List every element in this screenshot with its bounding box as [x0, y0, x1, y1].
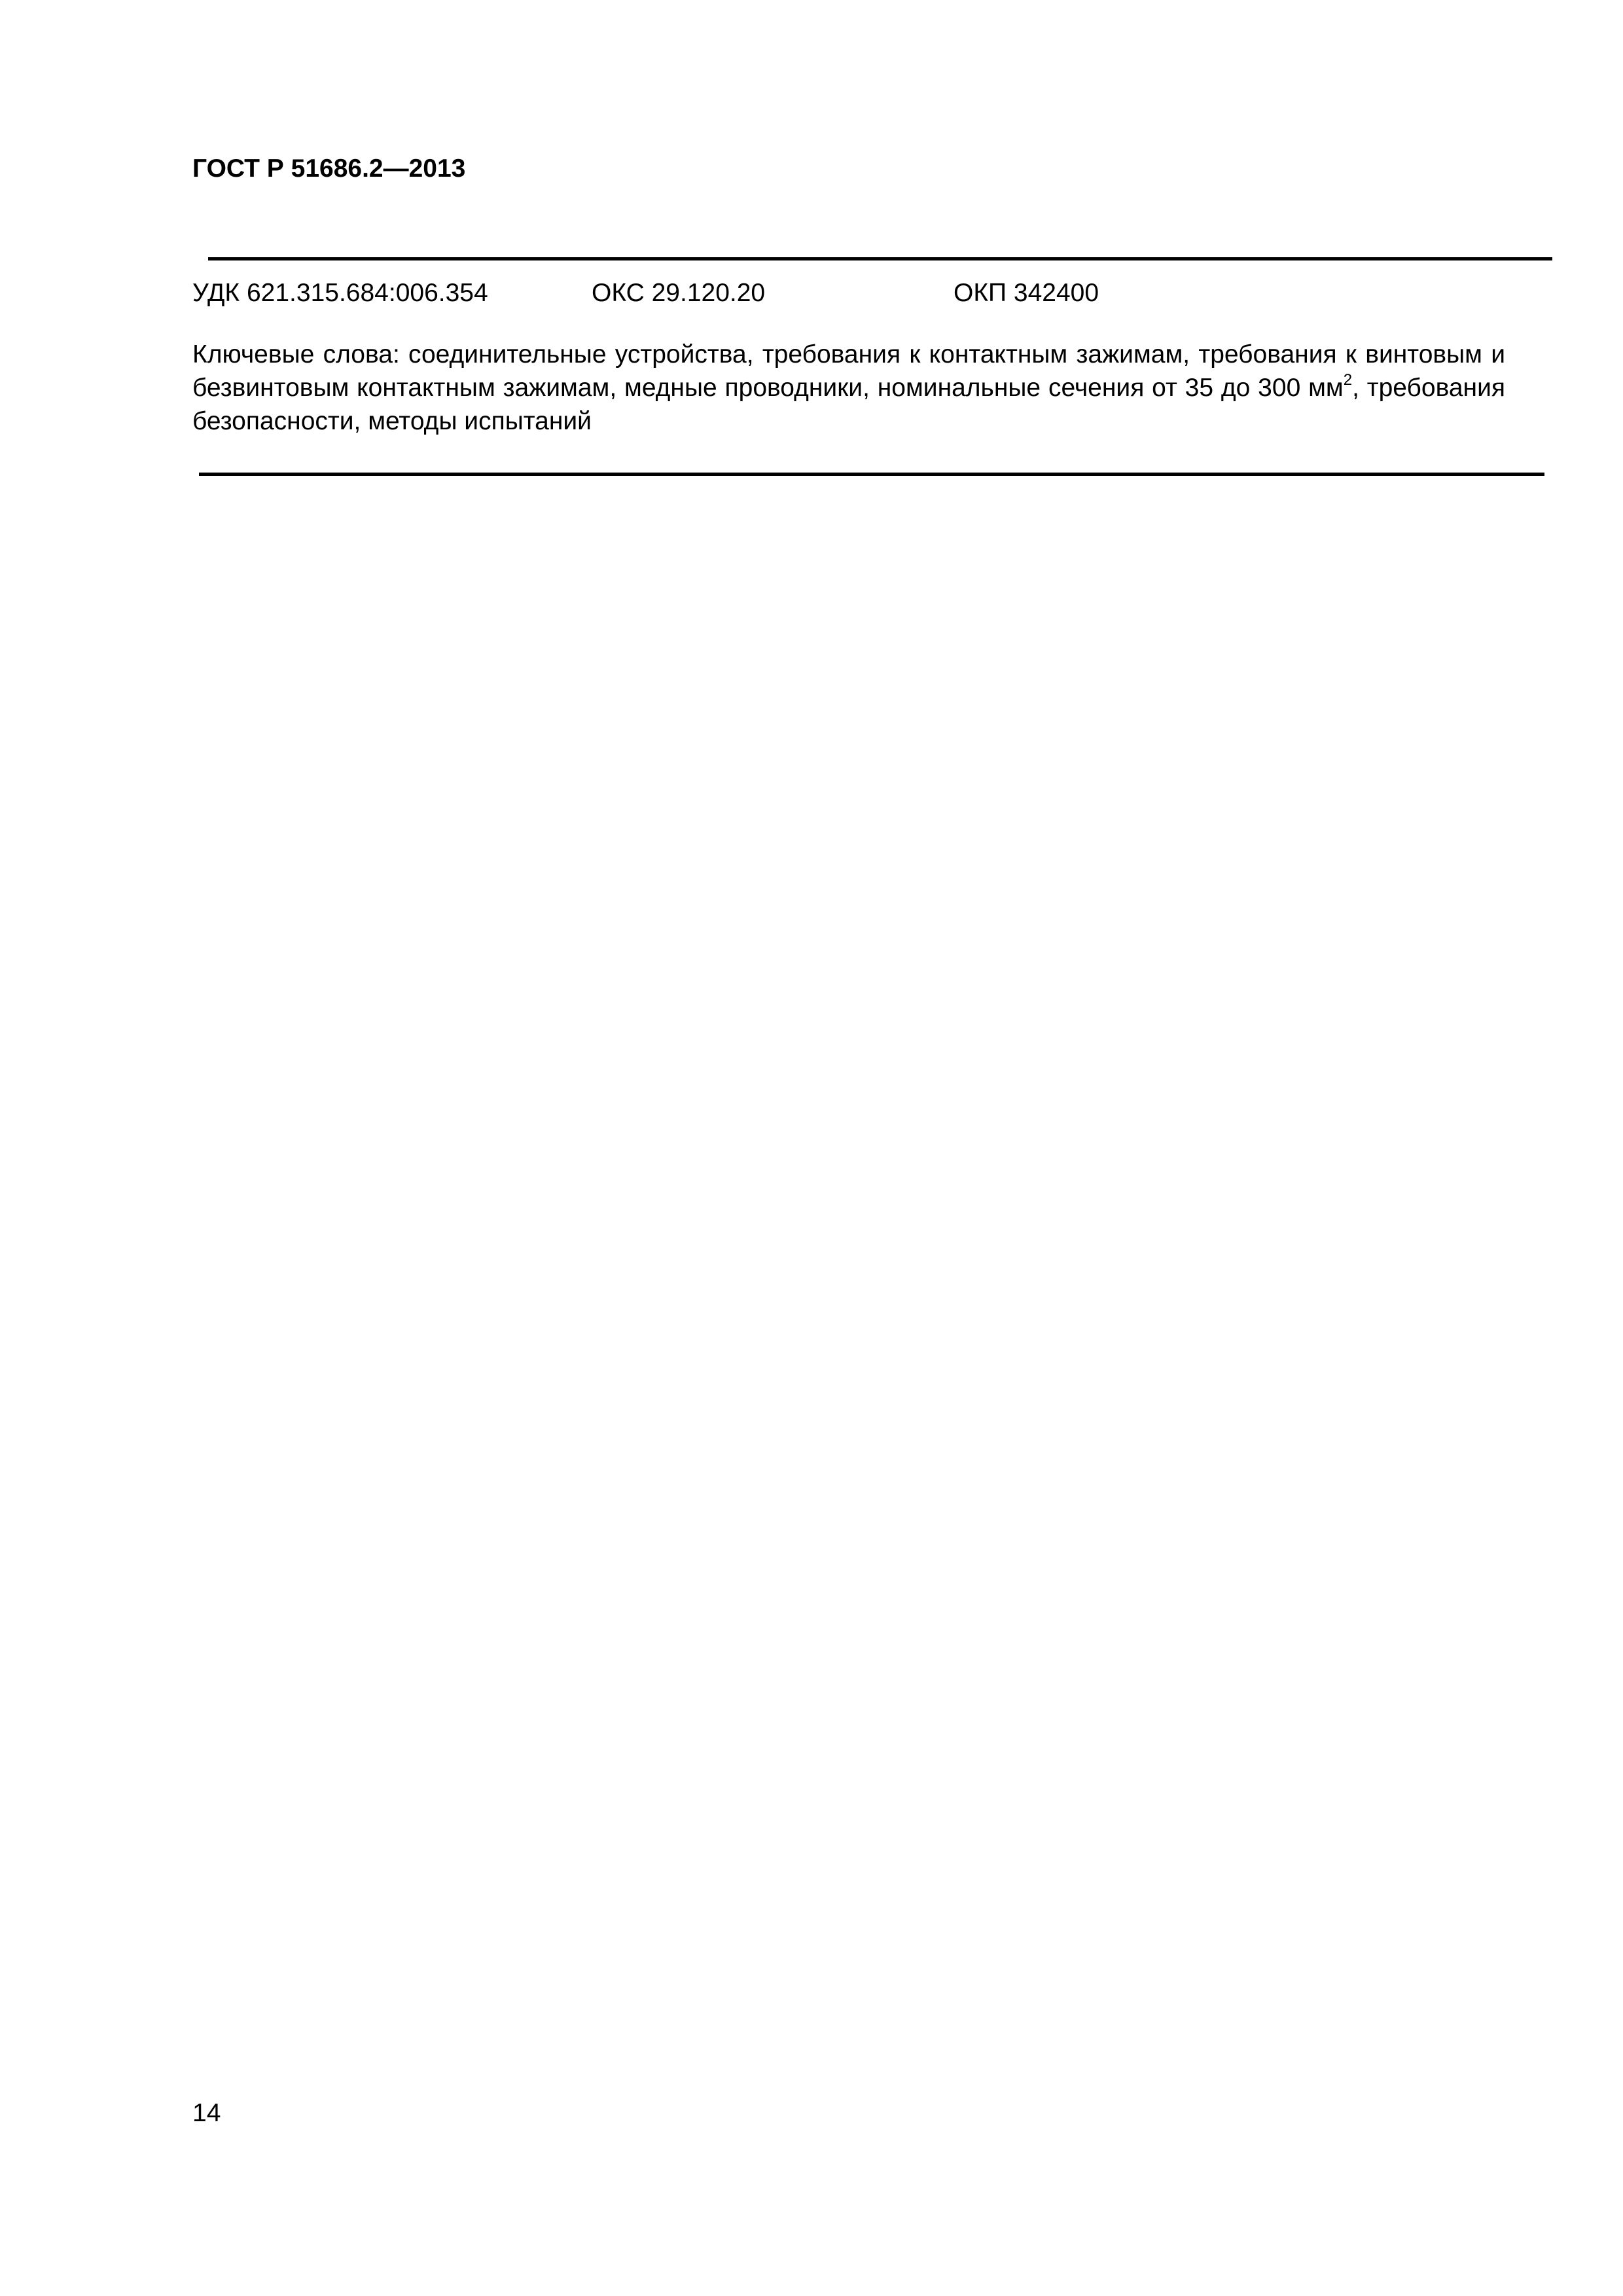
page-number: 14 [192, 2099, 221, 2127]
classifier-codes [0, 276, 1623, 310]
okp-code: ОКП 342400 [954, 279, 1099, 307]
oks-code: ОКС 29.120.20 [592, 279, 766, 307]
top-divider [208, 257, 1552, 260]
keywords-paragraph [192, 338, 1505, 438]
document-code: ГОСТ Р 51686.2—2013 [192, 154, 466, 183]
keywords-text: Ключевые слова: соединительные устройства, требования к контактным зажимам, требования к винтовым и безвинтовым контактным зажимам, медные проводники, номинальные сечения от 35 до 300 мм [192, 340, 1505, 402]
bottom-divider [199, 473, 1544, 476]
keywords-text-end: , требования безопасности, методы испытаний [192, 374, 1505, 435]
keywords-superscript: 2 [1343, 371, 1353, 389]
udk-code: УДК 621.315.684:006.354 [192, 279, 488, 307]
